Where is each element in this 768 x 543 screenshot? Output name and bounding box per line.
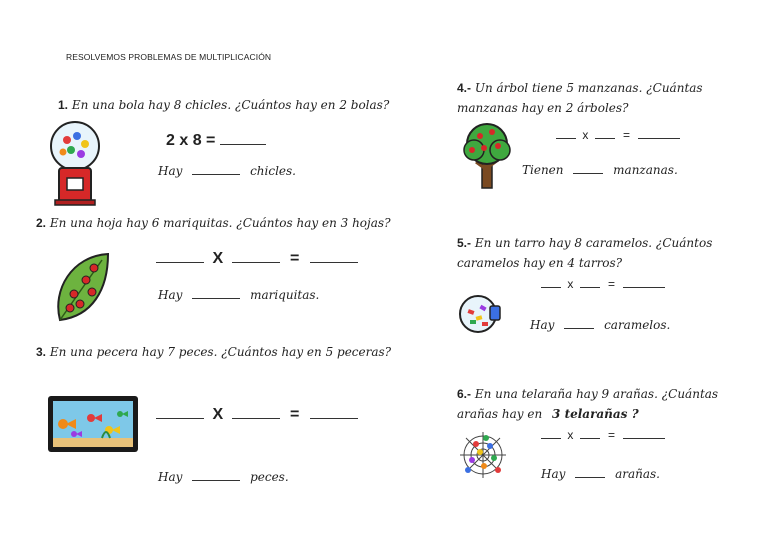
problem-5-equation: x = xyxy=(541,277,665,291)
answer-blank[interactable] xyxy=(310,408,358,419)
answer-blank[interactable] xyxy=(564,318,594,329)
answer-blank[interactable] xyxy=(638,128,680,139)
factor-blank[interactable] xyxy=(156,252,204,263)
problem-2-answer: Hay mariquitas. xyxy=(158,288,320,302)
problem-3-question: 3. En una pecera hay 7 peces. ¿Cuántos hay en 5 peceras? xyxy=(36,345,392,359)
problem-2-question: 2. En una hoja hay 6 mariquitas. ¿Cuántos hay en 3 hojas? xyxy=(36,216,391,230)
factor-blank[interactable] xyxy=(541,277,561,288)
leaf-ladybugs-icon xyxy=(52,250,112,326)
problem-1-answer: Hay chicles. xyxy=(158,164,296,178)
factor-blank[interactable] xyxy=(595,128,615,139)
apple-tree-icon xyxy=(460,120,514,190)
answer-blank[interactable] xyxy=(192,164,240,175)
spider-web-icon xyxy=(458,430,508,480)
answer-blank[interactable] xyxy=(575,467,605,478)
answer-blank[interactable] xyxy=(220,134,266,145)
problem-4-answer: Tienen manzanas. xyxy=(522,163,678,177)
factor-blank[interactable] xyxy=(232,252,280,263)
problem-1-question: 1. En una bola hay 8 chicles. ¿Cuántos hay en 2 bolas? xyxy=(58,98,390,112)
factor-blank[interactable] xyxy=(232,408,280,419)
problem-6-question: 6.- En una telaraña hay 9 arañas. ¿Cuántas arañas hay en 3 telarañas ? xyxy=(457,387,719,421)
problem-6-equation: x = xyxy=(541,428,665,442)
answer-blank[interactable] xyxy=(310,252,358,263)
answer-blank[interactable] xyxy=(573,163,603,174)
gumball-machine-icon xyxy=(47,118,103,206)
factor-blank[interactable] xyxy=(556,128,576,139)
answer-blank[interactable] xyxy=(623,428,665,439)
problem-1-equation: 2 x 8 = xyxy=(166,132,266,150)
problem-4-equation: x = xyxy=(556,128,680,142)
answer-blank[interactable] xyxy=(623,277,665,288)
page-title: RESOLVEMOS PROBLEMAS DE MULTIPLICACIÓN xyxy=(66,52,272,62)
answer-blank[interactable] xyxy=(192,288,240,299)
factor-blank[interactable] xyxy=(156,408,204,419)
problem-4-question: 4.- Un árbol tiene 5 manzanas. ¿Cuántas manzanas hay en 2 árboles? xyxy=(457,81,703,115)
factor-blank[interactable] xyxy=(580,277,600,288)
fish-tank-icon xyxy=(46,394,140,454)
problem-5-answer: Hay caramelos. xyxy=(530,318,671,332)
answer-blank[interactable] xyxy=(192,470,240,481)
problem-6-answer: Hay arañas. xyxy=(541,467,660,481)
problem-3-equation: X = xyxy=(156,406,358,424)
candy-jar-icon xyxy=(456,292,502,334)
problem-3-answer: Hay peces. xyxy=(158,470,289,484)
factor-blank[interactable] xyxy=(580,428,600,439)
factor-blank[interactable] xyxy=(541,428,561,439)
problem-2-equation: X = xyxy=(156,250,358,268)
problem-5-question: 5.- En un tarro hay 8 caramelos. ¿Cuántos caramelos hay en 4 tarros? xyxy=(457,236,713,270)
